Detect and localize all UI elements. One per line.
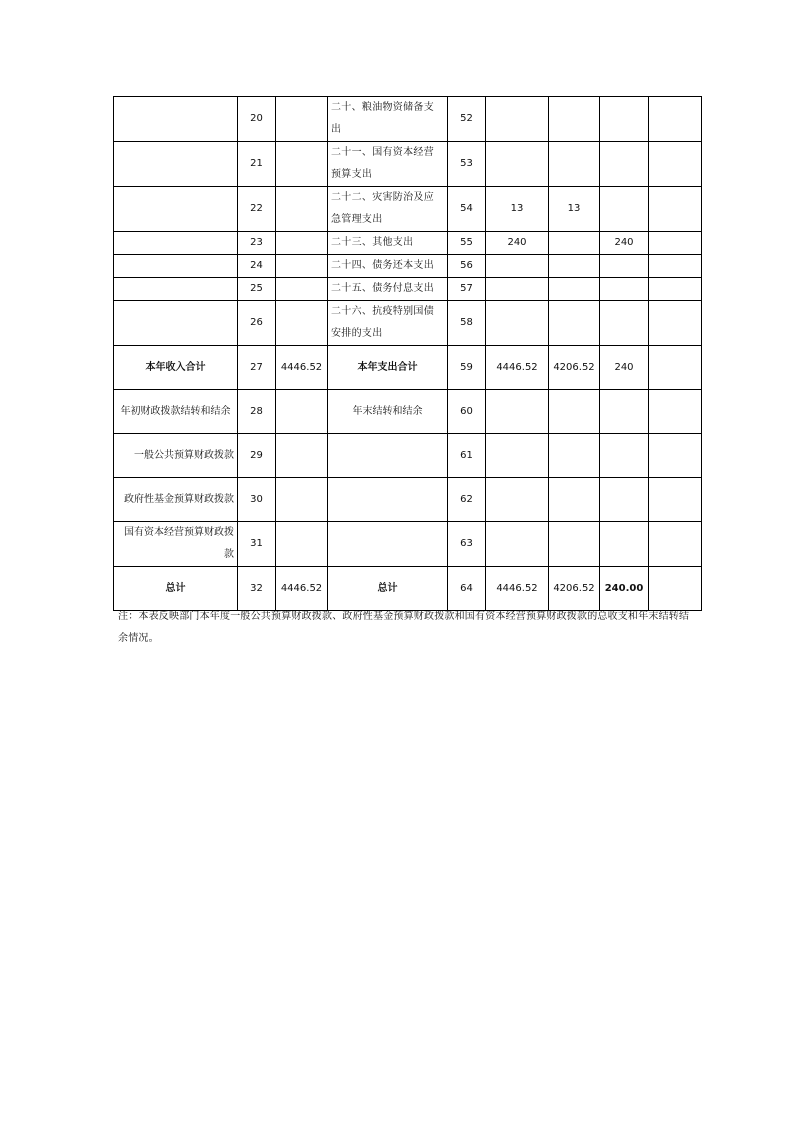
income-item-cell [114, 232, 238, 255]
expense-line-number: 57 [448, 278, 486, 301]
income-line-number: 23 [238, 232, 276, 255]
table-row [114, 346, 702, 390]
income-item-cell: 年初财政拨款结转和结余 [114, 390, 238, 434]
expense-basic-cell [549, 255, 600, 278]
income-amount-cell [276, 232, 328, 255]
expense-line-number: 62 [448, 478, 486, 522]
expense-total-cell [486, 478, 549, 522]
expense-extra-cell [649, 187, 702, 232]
expense-basic-cell: 4206.52 [549, 346, 600, 390]
income-line-number: 30 [238, 478, 276, 522]
income-line-number: 22 [238, 187, 276, 232]
expense-item-cell [328, 434, 448, 478]
expense-project-cell: 240.00 [600, 567, 649, 611]
expense-total-cell [486, 97, 549, 142]
expense-project-cell [600, 390, 649, 434]
expense-total-cell: 240 [486, 232, 549, 255]
income-item-cell: 国有资本经营预算财政拨款 [114, 522, 238, 567]
income-amount-cell [276, 434, 328, 478]
income-item-cell [114, 97, 238, 142]
expense-total-cell [486, 301, 549, 346]
expense-total-cell [486, 434, 549, 478]
expense-total-cell: 4446.52 [486, 567, 549, 611]
expense-line-number: 54 [448, 187, 486, 232]
expense-total-cell [486, 522, 549, 567]
expense-line-number: 53 [448, 142, 486, 187]
expense-total-cell [486, 278, 549, 301]
income-item-cell [114, 255, 238, 278]
expense-extra-cell [649, 522, 702, 567]
income-item-cell: 一般公共预算财政拨款 [114, 434, 238, 478]
expense-item-cell: 二十、粮油物资储备支出 [328, 97, 448, 142]
expense-project-cell [600, 255, 649, 278]
expense-project-cell [600, 478, 649, 522]
expense-extra-cell [649, 434, 702, 478]
expense-line-number: 58 [448, 301, 486, 346]
expense-total-cell [486, 390, 549, 434]
income-amount-cell [276, 255, 328, 278]
expense-basic-cell [549, 522, 600, 567]
income-item-cell [114, 278, 238, 301]
table-footnote: 注：本表反映部门本年度一般公共预算财政拨款、政府性基金预算财政拨款和国有资本经营预算财政拨款的总收支和年末结转结余情况。 [118, 611, 690, 644]
expense-line-number: 64 [448, 567, 486, 611]
expense-extra-cell [649, 301, 702, 346]
expense-total-cell: 4446.52 [486, 346, 549, 390]
expense-total-cell [486, 142, 549, 187]
expense-project-cell [600, 97, 649, 142]
income-line-number: 29 [238, 434, 276, 478]
income-amount-cell [276, 278, 328, 301]
expense-grand-total-label: 总计 [328, 567, 448, 611]
income-line-number: 26 [238, 301, 276, 346]
expense-basic-cell [549, 97, 600, 142]
expense-extra-cell [649, 278, 702, 301]
table-row [114, 142, 702, 187]
table-row [114, 390, 702, 434]
budget-table [113, 96, 702, 611]
expense-extra-cell [649, 478, 702, 522]
expense-item-cell [328, 522, 448, 567]
table-row [114, 97, 702, 142]
expense-extra-cell [649, 567, 702, 611]
income-line-number: 24 [238, 255, 276, 278]
expense-basic-cell: 4206.52 [549, 567, 600, 611]
expense-basic-cell [549, 278, 600, 301]
expense-item-cell [328, 478, 448, 522]
expense-extra-cell [649, 142, 702, 187]
expense-basic-cell [549, 478, 600, 522]
income-grand-total-label: 总计 [114, 567, 238, 611]
expense-line-number: 63 [448, 522, 486, 567]
expense-project-cell: 240 [600, 232, 649, 255]
expense-item-cell: 年末结转和结余 [328, 390, 448, 434]
expense-project-cell [600, 434, 649, 478]
expense-project-cell [600, 187, 649, 232]
expense-line-number: 52 [448, 97, 486, 142]
table-row [114, 301, 702, 346]
expense-item-cell: 二十五、债务付息支出 [328, 278, 448, 301]
table-row [114, 187, 702, 232]
table-row [114, 567, 702, 611]
expense-project-cell [600, 278, 649, 301]
income-line-number: 27 [238, 346, 276, 390]
table-row [114, 434, 702, 478]
income-line-number: 32 [238, 567, 276, 611]
income-amount-cell [276, 301, 328, 346]
income-line-number: 28 [238, 390, 276, 434]
income-line-number: 31 [238, 522, 276, 567]
income-amount-cell [276, 187, 328, 232]
income-amount-cell: 4446.52 [276, 346, 328, 390]
expense-project-cell [600, 522, 649, 567]
expense-line-number: 56 [448, 255, 486, 278]
expense-item-cell: 二十六、抗疫特别国债安排的支出 [328, 301, 448, 346]
expense-line-number: 55 [448, 232, 486, 255]
income-line-number: 25 [238, 278, 276, 301]
income-item-cell: 政府性基金预算财政拨款 [114, 478, 238, 522]
expense-item-cell: 二十三、其他支出 [328, 232, 448, 255]
income-line-number: 21 [238, 142, 276, 187]
income-amount-cell [276, 142, 328, 187]
table-row [114, 232, 702, 255]
expense-project-cell: 240 [600, 346, 649, 390]
expense-line-number: 60 [448, 390, 486, 434]
income-subtotal-label: 本年收入合计 [114, 346, 238, 390]
table-row [114, 522, 702, 567]
income-item-cell [114, 301, 238, 346]
income-line-number: 20 [238, 97, 276, 142]
expense-basic-cell: 13 [549, 187, 600, 232]
expense-extra-cell [649, 97, 702, 142]
expense-extra-cell [649, 255, 702, 278]
table-row [114, 478, 702, 522]
expense-basic-cell [549, 142, 600, 187]
expense-extra-cell [649, 346, 702, 390]
expense-total-cell: 13 [486, 187, 549, 232]
income-item-cell [114, 187, 238, 232]
expense-item-cell: 二十四、债务还本支出 [328, 255, 448, 278]
table-row [114, 255, 702, 278]
expense-project-cell [600, 301, 649, 346]
income-amount-cell [276, 522, 328, 567]
table-row [114, 278, 702, 301]
expense-basic-cell [549, 434, 600, 478]
expense-basic-cell [549, 232, 600, 255]
expense-extra-cell [649, 390, 702, 434]
income-amount-cell: 4446.52 [276, 567, 328, 611]
expense-total-cell [486, 255, 549, 278]
expense-subtotal-label: 本年支出合计 [328, 346, 448, 390]
expense-project-cell [600, 142, 649, 187]
income-amount-cell [276, 478, 328, 522]
expense-basic-cell [549, 301, 600, 346]
expense-extra-cell [649, 232, 702, 255]
income-item-cell [114, 142, 238, 187]
income-amount-cell [276, 390, 328, 434]
expense-item-cell: 二十二、灾害防治及应急管理支出 [328, 187, 448, 232]
expense-basic-cell [549, 390, 600, 434]
income-amount-cell [276, 97, 328, 142]
expense-item-cell: 二十一、国有资本经营预算支出 [328, 142, 448, 187]
expense-line-number: 59 [448, 346, 486, 390]
expense-line-number: 61 [448, 434, 486, 478]
